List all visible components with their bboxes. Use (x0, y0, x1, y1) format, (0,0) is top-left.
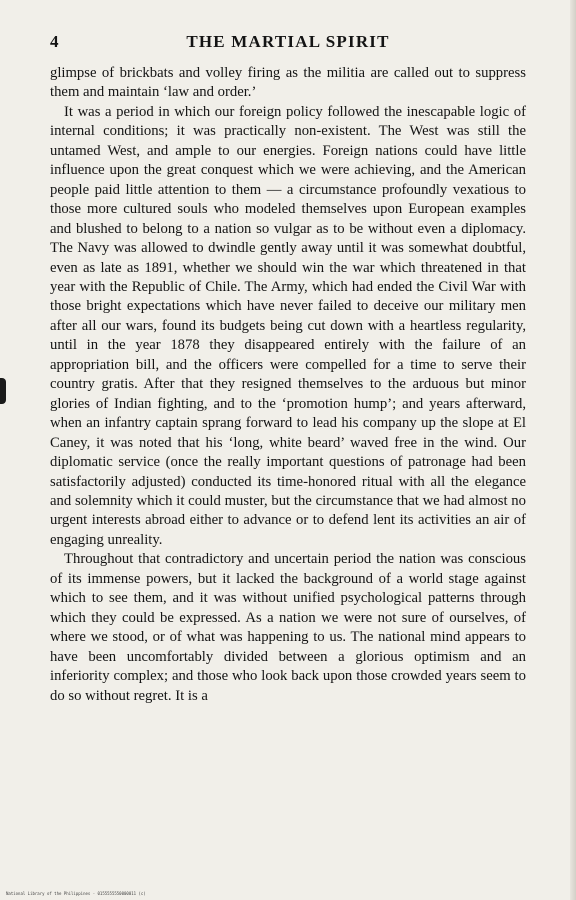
page-number: 4 (50, 32, 59, 51)
paragraph-uncertain-period: Throughout that contradictory and uncertain period the nation was conscious of its immense powers, but it lacked the background of a world stage against which to see them, and it was without unified psychological patterns through which they could be expressed. As a nation we were not sure of ourselves, of where we stood, or of what was happening to us. The national mind appears to have been uncomfortably divided between a glorious optimism and an inferiority complex; and those who look back upon those crowded years seem to do so without regret. It is a (50, 551, 526, 704)
library-stamp: National Library of the Philippines · 0155555550000011 (c) (6, 891, 146, 896)
running-head (50, 28, 526, 58)
binding-mark (0, 378, 6, 404)
body-text (50, 64, 526, 706)
paragraph-foreign-policy: It was a period in which our foreign policy followed the inescapable logic of internal conditions; it was practically non-existent. The West was still the untamed West, and ample to our energies. Foreign nations could have little influence upon the great conquest which we were achieving, and the American people paid little attention to them — a circumstance profoundly vexatious to those more cultured souls who modeled themselves upon European examples and blushed to belong to a nation so vulgar as to be without even a diplomacy. The Navy was allowed to dwindle gently away until it was somewhat doubtful, even as late as 1891, whether we should win the war which threatened in that year with the Republic of Chile. The Army, which had ended the Civil War with those bright expectations which have never failed to deceive our military men after all our wars, found its budgets being cut down with a heartless regularity, until in the year 1878 they disappeared entirely with the failure of an appropriation bill, and the officers were compelled for a time to serve their country gratis. After that they resigned themselves to the arduous but minor glories of Indian fighting, and to the ‘promotion hump’; and years afterward, when an infantry captain sprang forward to lead his company up the slope at El Caney, it was noted that his ‘long, white beard’ waved free in the wind. Our diplomatic service (once the really important questions of patronage had been satisfactorily adjusted) conducted its time-honored ritual with all the elegance and solemnity which it could muster, but the circumstance that we had almost no urgent interests abroad either to advance or to defend lent its activities an air of engaging unreality. (50, 103, 526, 548)
book-title: THE MARTIAL SPIRIT (186, 32, 390, 51)
page-edge (570, 0, 576, 900)
paragraph-continuation: glimpse of brickbats and volley firing as the militia are called out to suppress them and maintain ‘law and order.’ (50, 65, 526, 101)
